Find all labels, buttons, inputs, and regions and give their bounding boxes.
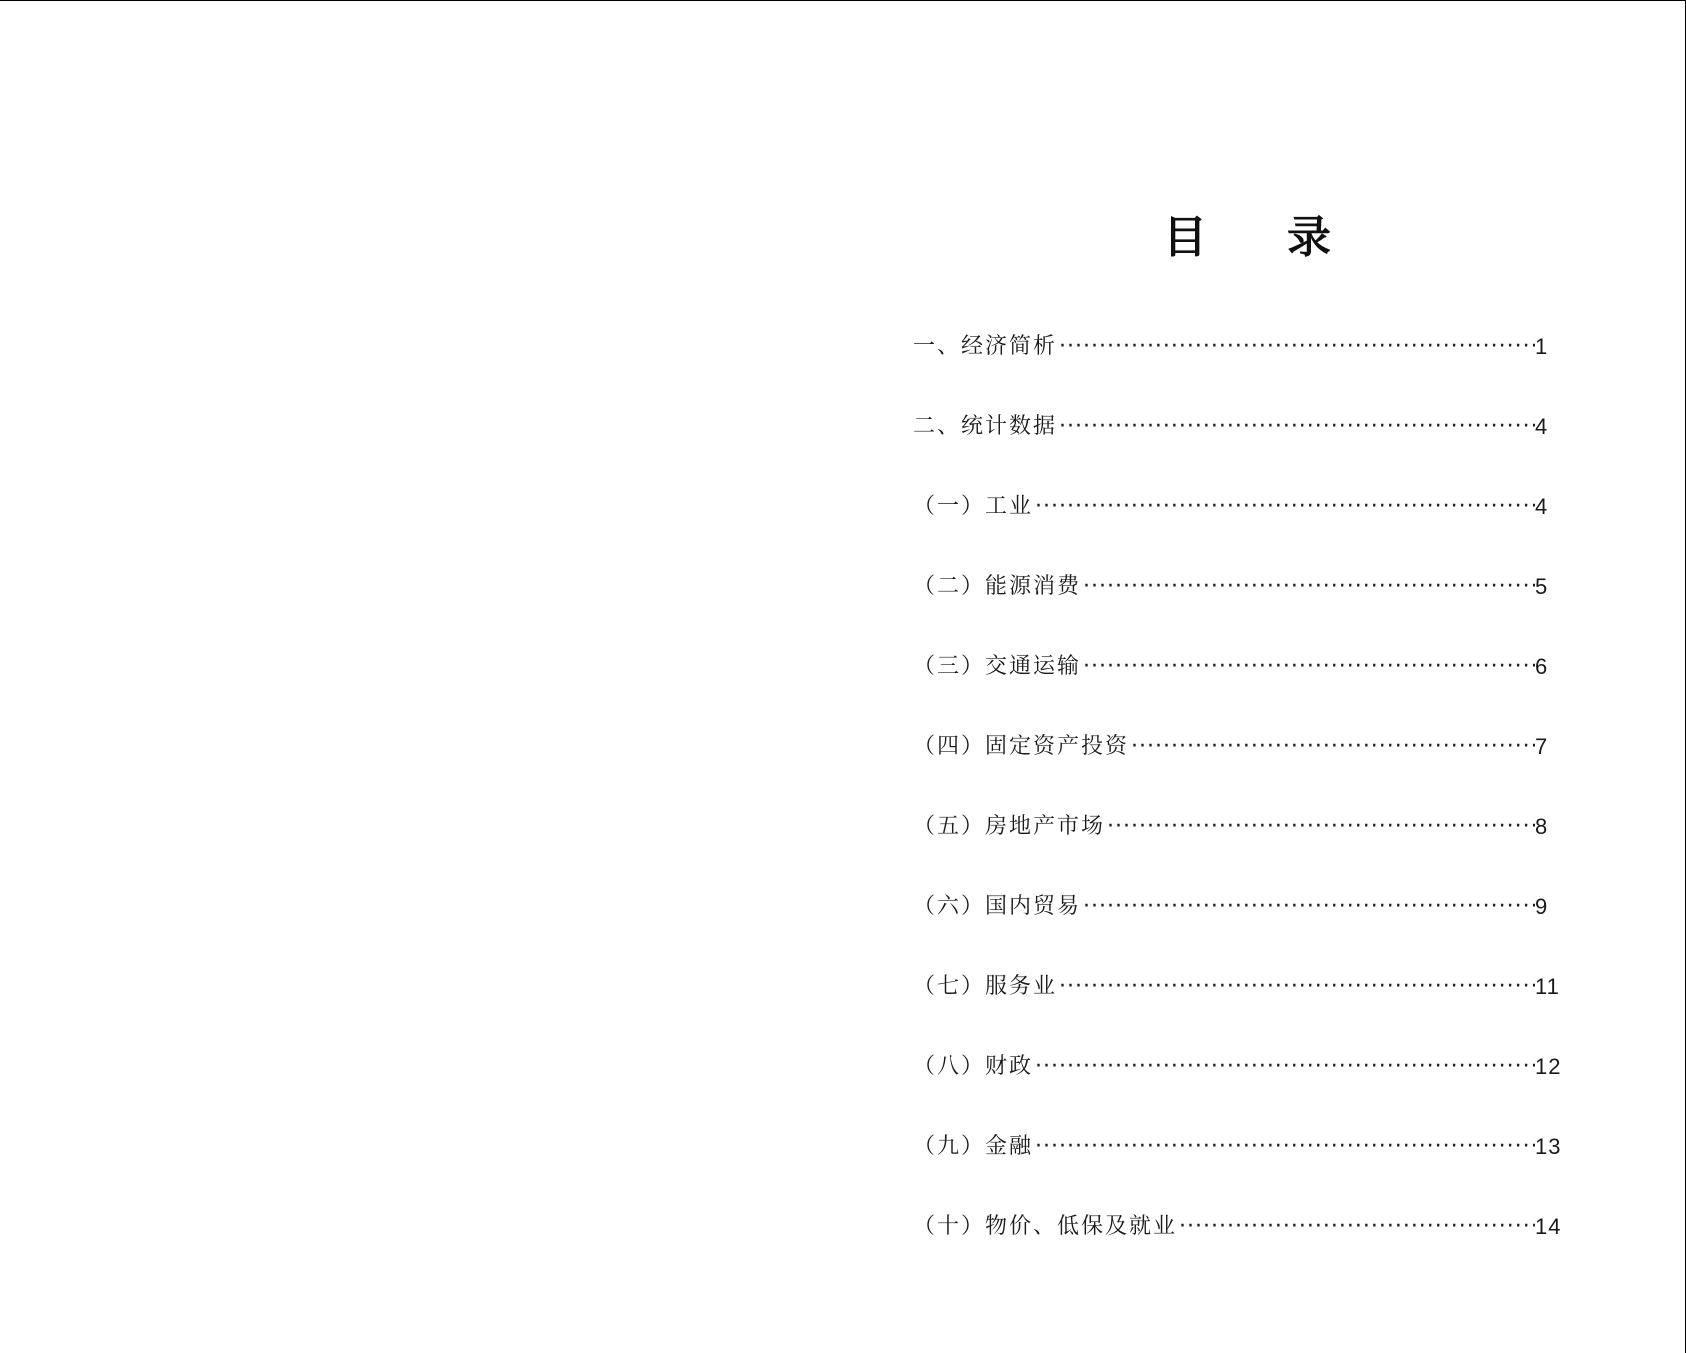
toc-entry-label: （五）房地产市场 bbox=[913, 814, 1106, 839]
toc-entry-page: 11 bbox=[1535, 974, 1560, 999]
toc-entry[interactable] bbox=[913, 726, 1613, 806]
toc-entry-page: 8 bbox=[1535, 814, 1549, 839]
toc-entry-label: （二）能源消费 bbox=[913, 574, 1082, 599]
toc-entry[interactable] bbox=[913, 886, 1613, 966]
toc-entry-label: （十）物价、低保及就业 bbox=[913, 1214, 1178, 1239]
toc-leader-dots bbox=[1083, 646, 1535, 688]
toc-entry-label: （八）财政 bbox=[913, 1054, 1034, 1079]
toc-title bbox=[1163, 208, 1363, 268]
toc-entry-page: 9 bbox=[1535, 894, 1549, 919]
toc-entry-page: 4 bbox=[1535, 414, 1549, 439]
toc-page bbox=[843, 0, 1686, 1353]
toc-leader-dots bbox=[1035, 1046, 1535, 1088]
toc-entry-label: 一、经济简析 bbox=[913, 334, 1058, 359]
toc-entry[interactable] bbox=[913, 406, 1613, 486]
toc-entry-label: （九）金融 bbox=[913, 1134, 1034, 1159]
toc-leader-dots bbox=[1035, 1126, 1535, 1168]
toc-leader-dots bbox=[1083, 886, 1535, 928]
toc-leader-dots bbox=[1107, 806, 1535, 848]
toc-entry-label: （一）工业 bbox=[913, 494, 1034, 519]
toc-entry[interactable] bbox=[913, 806, 1613, 886]
toc-leader-dots bbox=[1059, 326, 1535, 368]
toc-entry-label: （四）固定资产投资 bbox=[913, 734, 1130, 759]
toc-leader-dots bbox=[1131, 726, 1535, 768]
toc-entry[interactable] bbox=[913, 966, 1613, 1046]
toc-entry-label: （六）国内贸易 bbox=[913, 894, 1082, 919]
toc-entry-page: 14 bbox=[1535, 1214, 1562, 1239]
toc-list bbox=[913, 326, 1613, 1286]
toc-leader-dots bbox=[1035, 486, 1535, 528]
toc-entry-label: （三）交通运输 bbox=[913, 654, 1082, 679]
toc-entry-page: 1 bbox=[1535, 334, 1549, 359]
toc-entry-page: 12 bbox=[1535, 1054, 1562, 1079]
toc-entry-label: 二、统计数据 bbox=[913, 414, 1058, 439]
toc-entry[interactable] bbox=[913, 326, 1613, 406]
toc-entry-page: 13 bbox=[1535, 1134, 1562, 1159]
toc-leader-dots bbox=[1059, 406, 1535, 448]
toc-entry[interactable] bbox=[913, 646, 1613, 726]
toc-entry-page: 5 bbox=[1535, 574, 1549, 599]
toc-title-char-2: 录 bbox=[1287, 212, 1331, 263]
toc-entry-label: （七）服务业 bbox=[913, 974, 1058, 999]
toc-title-char-1: 目 bbox=[1163, 212, 1207, 263]
toc-entry-page: 6 bbox=[1535, 654, 1549, 679]
toc-leader-dots bbox=[1179, 1206, 1535, 1248]
toc-entry[interactable] bbox=[913, 1206, 1613, 1286]
toc-entry[interactable] bbox=[913, 1046, 1613, 1126]
toc-leader-dots bbox=[1059, 966, 1535, 1008]
toc-leader-dots bbox=[1083, 566, 1535, 608]
toc-entry[interactable] bbox=[913, 1126, 1613, 1206]
toc-entry[interactable] bbox=[913, 566, 1613, 646]
toc-entry[interactable] bbox=[913, 486, 1613, 566]
toc-entry-page: 7 bbox=[1535, 734, 1549, 759]
toc-entry-page: 4 bbox=[1535, 494, 1549, 519]
